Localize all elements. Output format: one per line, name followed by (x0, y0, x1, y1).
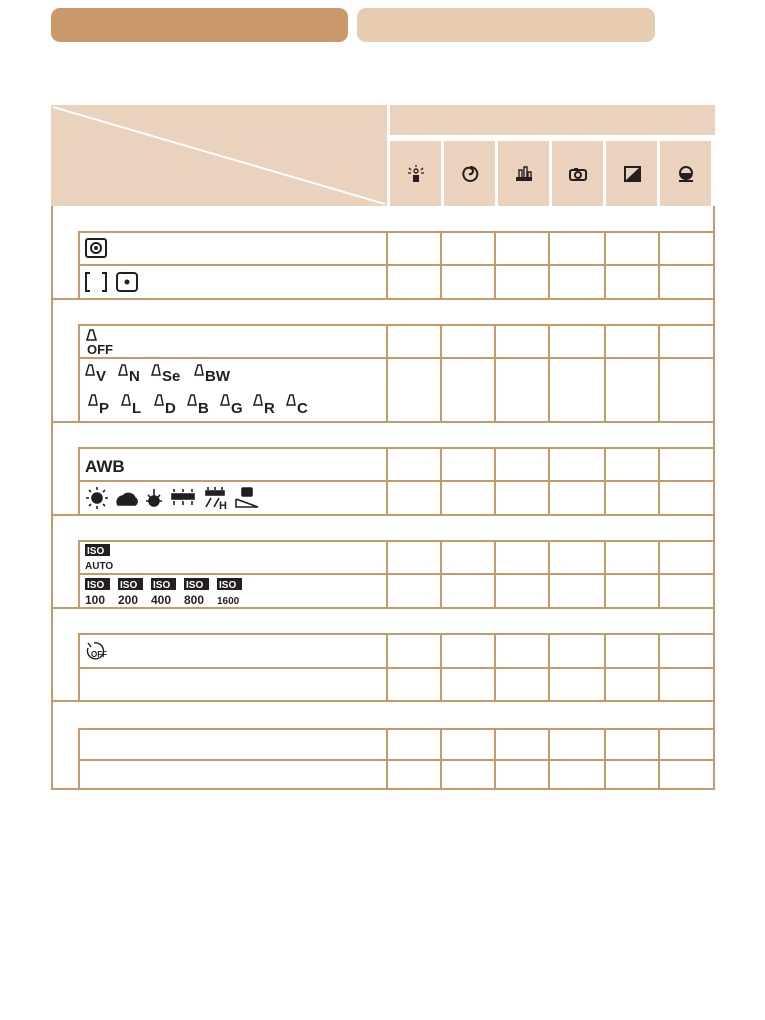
svg-text:OFF: OFF (87, 342, 113, 357)
svg-text:ISO: ISO (120, 579, 138, 591)
svg-text:400: 400 (151, 592, 172, 607)
svg-text:200: 200 (118, 592, 139, 607)
row-label (78, 634, 386, 667)
svg-text:C: C (297, 399, 308, 417)
svg-text:ISO: ISO (153, 579, 171, 591)
row-label (78, 541, 386, 573)
table-row-self-timer-off (78, 634, 713, 667)
svg-text:L: L (132, 399, 142, 417)
toy-camera-mode-icon (552, 141, 603, 206)
row-label (78, 574, 386, 607)
table-right-border (713, 206, 715, 790)
row-label (78, 668, 386, 700)
svg-text:R: R (264, 399, 275, 417)
row-label (78, 358, 386, 421)
svg-text:AWB: AWB (85, 457, 125, 476)
table-row-misc-2 (78, 760, 713, 788)
monochrome-mode-icon (606, 141, 657, 206)
section-divider (53, 514, 713, 516)
corner-diagonal-line (51, 105, 387, 206)
row-label (78, 760, 386, 788)
row-label (78, 481, 386, 514)
miniature-effect-mode-icon (498, 141, 549, 206)
svg-text:B: B (198, 399, 209, 417)
table-row-my-colors-off (78, 325, 713, 357)
svg-text:AUTO: AUTO (85, 561, 114, 572)
table-corner-header (51, 105, 387, 206)
svg-text:H: H (219, 499, 227, 512)
table-row-white-balance-presets (78, 481, 713, 514)
table-row-iso-values (78, 574, 713, 607)
my-colors-off-icon (84, 328, 124, 357)
fish-eye-mode-icon (660, 141, 711, 206)
svg-text:G: G (231, 399, 243, 417)
svg-text:P: P (99, 399, 110, 417)
center-weighted-and-spot-metering-icons (84, 271, 144, 293)
table-row-self-timer-other (78, 668, 713, 700)
row-label (78, 265, 386, 298)
svg-text:1600: 1600 (217, 595, 240, 607)
section-divider (53, 298, 713, 300)
section-divider (53, 700, 713, 702)
svg-text:800: 800 (184, 592, 205, 607)
self-timer-off-icon (84, 640, 114, 662)
section-divider (53, 421, 713, 423)
table-bottom-border (51, 788, 715, 790)
swirl-effect-mode-icon (444, 141, 495, 206)
section-divider (53, 607, 713, 609)
table-row-iso-auto (78, 541, 713, 573)
light-trail-mode-icon (390, 141, 441, 206)
svg-text:ISO: ISO (87, 579, 105, 591)
section-tab-secondary[interactable] (357, 8, 655, 42)
section-tab-primary[interactable] (51, 8, 348, 42)
iso-values-icons (84, 576, 254, 606)
svg-text:D: D (165, 399, 176, 417)
table-row-auto-white-balance (78, 448, 713, 480)
svg-text:ISO: ISO (219, 579, 237, 591)
row-label (78, 325, 386, 357)
table-row-my-colors-options (78, 358, 713, 421)
svg-text:100: 100 (85, 592, 106, 607)
svg-text:ISO: ISO (186, 579, 204, 591)
row-label (78, 729, 386, 759)
svg-text:ISO: ISO (87, 546, 105, 557)
row-label (78, 448, 386, 480)
iso-auto-icon (84, 543, 124, 571)
shooting-modes-header (390, 105, 715, 135)
table-row-center-spot-metering (78, 265, 713, 298)
awb-icon (84, 452, 124, 476)
table-left-border (51, 206, 53, 790)
white-balance-presets-icons (84, 485, 284, 511)
evaluative-metering-icon (84, 237, 108, 259)
table-row-misc-1 (78, 729, 713, 759)
svg-text:N: N (129, 367, 140, 385)
table-row-evaluative-metering (78, 232, 713, 264)
svg-text:V: V (96, 367, 107, 385)
svg-text:Se: Se (162, 367, 181, 385)
row-label (78, 232, 386, 264)
svg-text:BW: BW (205, 367, 230, 385)
svg-text:OFF: OFF (91, 649, 107, 659)
my-colors-options-icons (84, 361, 324, 419)
